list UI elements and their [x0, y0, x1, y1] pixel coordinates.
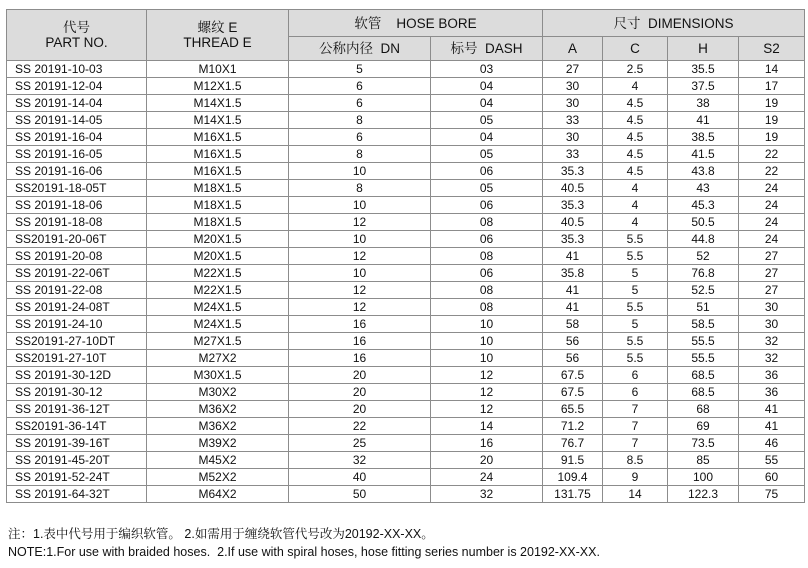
- s2-cell: 46: [739, 435, 805, 452]
- thread-cell: M18X1.5: [147, 214, 289, 231]
- note-english: NOTE:1.For use with braided hoses. 2.If use with spiral hoses, hose fitting series number is 20192-XX-XX.: [8, 545, 600, 559]
- h-cell: 69: [668, 418, 739, 435]
- table-row: [7, 435, 805, 452]
- c-cell: 4.5: [603, 112, 668, 129]
- a-cell: 76.7: [543, 435, 603, 452]
- h-cell: 58.5: [668, 316, 739, 333]
- part-no-cell: SS20191-20-06T: [7, 231, 147, 248]
- table-row: [7, 265, 805, 282]
- thread-cell: M36X2: [147, 401, 289, 418]
- dash-cell: 10: [431, 350, 543, 367]
- c-cell: 5.5: [603, 248, 668, 265]
- dash-cell: 06: [431, 197, 543, 214]
- h-cell: 68.5: [668, 367, 739, 384]
- dn-cell: 20: [289, 367, 431, 384]
- dash-cell: 10: [431, 316, 543, 333]
- dn-cell: 16: [289, 350, 431, 367]
- table-row: [7, 299, 805, 316]
- h-cell: 37.5: [668, 78, 739, 95]
- dn-cell: 25: [289, 435, 431, 452]
- header-part-en: PART NO.: [45, 35, 108, 50]
- thread-cell: M39X2: [147, 435, 289, 452]
- dash-cell: 24: [431, 469, 543, 486]
- table-row: [7, 78, 805, 95]
- dn-cell: 16: [289, 316, 431, 333]
- table-row: [7, 452, 805, 469]
- c-cell: 5.5: [603, 333, 668, 350]
- a-cell: 35.8: [543, 265, 603, 282]
- table-row: [7, 401, 805, 418]
- note-chinese: 注：1.表中代号用于编织软管。 2.如需用于缠绕软管代号改为20192-XX-XX。: [8, 527, 434, 541]
- thread-cell: M45X2: [147, 452, 289, 469]
- s2-cell: 19: [739, 95, 805, 112]
- thread-cell: M10X1: [147, 61, 289, 78]
- c-cell: 5.5: [603, 231, 668, 248]
- s2-cell: 27: [739, 265, 805, 282]
- dash-cell: 05: [431, 112, 543, 129]
- thread-cell: M12X1.5: [147, 78, 289, 95]
- thread-cell: M16X1.5: [147, 146, 289, 163]
- a-cell: 65.5: [543, 401, 603, 418]
- part-no-cell: SS 20191-45-20T: [7, 452, 147, 469]
- dash-cell: 14: [431, 418, 543, 435]
- s2-cell: 36: [739, 384, 805, 401]
- dash-cell: 10: [431, 333, 543, 350]
- dash-cell: 12: [431, 367, 543, 384]
- part-no-cell: SS 20191-18-08: [7, 214, 147, 231]
- header-thread-en: THREAD E: [183, 35, 252, 50]
- a-cell: 67.5: [543, 367, 603, 384]
- part-no-cell: SS 20191-30-12: [7, 384, 147, 401]
- table-row: [7, 146, 805, 163]
- part-no-cell: SS20191-36-14T: [7, 418, 147, 435]
- part-no-cell: SS 20191-18-06: [7, 197, 147, 214]
- a-cell: 67.5: [543, 384, 603, 401]
- c-cell: 5: [603, 316, 668, 333]
- table-row: [7, 384, 805, 401]
- s2-cell: 27: [739, 282, 805, 299]
- s2-cell: 41: [739, 418, 805, 435]
- header-part-cn: 代号: [63, 20, 90, 35]
- header-dn: 公称内径 DN: [289, 37, 431, 61]
- s2-cell: 36: [739, 367, 805, 384]
- a-cell: 33: [543, 146, 603, 163]
- c-cell: 5: [603, 282, 668, 299]
- c-cell: 14: [603, 486, 668, 503]
- thread-cell: M24X1.5: [147, 316, 289, 333]
- header-h: H: [668, 37, 739, 61]
- part-no-cell: SS 20191-39-16T: [7, 435, 147, 452]
- h-cell: 41.5: [668, 146, 739, 163]
- part-no-cell: SS 20191-20-08: [7, 248, 147, 265]
- part-no-cell: SS 20191-16-06: [7, 163, 147, 180]
- h-cell: 43: [668, 180, 739, 197]
- dn-cell: 12: [289, 282, 431, 299]
- c-cell: 4: [603, 197, 668, 214]
- dn-cell: 50: [289, 486, 431, 503]
- table-body: [7, 61, 805, 503]
- dash-cell: 04: [431, 78, 543, 95]
- dn-cell: 40: [289, 469, 431, 486]
- table-row: [7, 316, 805, 333]
- dash-cell: 04: [431, 95, 543, 112]
- table-row: [7, 486, 805, 503]
- thread-cell: M18X1.5: [147, 180, 289, 197]
- thread-cell: M36X2: [147, 418, 289, 435]
- s2-cell: 17: [739, 78, 805, 95]
- a-cell: 40.5: [543, 180, 603, 197]
- dash-cell: 20: [431, 452, 543, 469]
- dash-cell: 06: [431, 265, 543, 282]
- part-no-cell: SS 20191-36-12T: [7, 401, 147, 418]
- a-cell: 33: [543, 112, 603, 129]
- table-row: [7, 350, 805, 367]
- dash-cell: 05: [431, 146, 543, 163]
- h-cell: 41: [668, 112, 739, 129]
- table-row: [7, 418, 805, 435]
- h-cell: 100: [668, 469, 739, 486]
- table-row: [7, 282, 805, 299]
- table-row: [7, 231, 805, 248]
- c-cell: 7: [603, 435, 668, 452]
- dn-cell: 5: [289, 61, 431, 78]
- c-cell: 5: [603, 265, 668, 282]
- part-no-cell: SS 20191-24-08T: [7, 299, 147, 316]
- part-no-cell: SS20191-27-10T: [7, 350, 147, 367]
- s2-cell: 22: [739, 163, 805, 180]
- c-cell: 9: [603, 469, 668, 486]
- part-no-cell: SS20191-18-05T: [7, 180, 147, 197]
- thread-cell: M22X1.5: [147, 265, 289, 282]
- dash-cell: 04: [431, 129, 543, 146]
- c-cell: 4: [603, 78, 668, 95]
- h-cell: 85: [668, 452, 739, 469]
- part-no-cell: SS 20191-16-05: [7, 146, 147, 163]
- table-row: [7, 367, 805, 384]
- dn-cell: 20: [289, 401, 431, 418]
- h-cell: 44.8: [668, 231, 739, 248]
- dash-cell: 06: [431, 163, 543, 180]
- s2-cell: 24: [739, 180, 805, 197]
- h-cell: 55.5: [668, 333, 739, 350]
- dash-cell: 08: [431, 299, 543, 316]
- dash-cell: 03: [431, 61, 543, 78]
- h-cell: 73.5: [668, 435, 739, 452]
- dash-cell: 16: [431, 435, 543, 452]
- c-cell: 4.5: [603, 129, 668, 146]
- dn-cell: 12: [289, 248, 431, 265]
- dash-cell: 08: [431, 248, 543, 265]
- header-hose-bore: 软管 HOSE BORE: [289, 10, 543, 37]
- thread-cell: M20X1.5: [147, 231, 289, 248]
- thread-cell: M30X2: [147, 384, 289, 401]
- h-cell: 76.8: [668, 265, 739, 282]
- c-cell: 5.5: [603, 350, 668, 367]
- dn-cell: 10: [289, 265, 431, 282]
- a-cell: 41: [543, 282, 603, 299]
- dn-cell: 12: [289, 214, 431, 231]
- h-cell: 38.5: [668, 129, 739, 146]
- c-cell: 4.5: [603, 163, 668, 180]
- c-cell: 6: [603, 384, 668, 401]
- part-no-cell: SS 20191-16-04: [7, 129, 147, 146]
- a-cell: 91.5: [543, 452, 603, 469]
- part-no-cell: SS 20191-14-05: [7, 112, 147, 129]
- part-no-cell: SS 20191-22-08: [7, 282, 147, 299]
- a-cell: 40.5: [543, 214, 603, 231]
- h-cell: 45.3: [668, 197, 739, 214]
- thread-cell: M52X2: [147, 469, 289, 486]
- thread-cell: M16X1.5: [147, 129, 289, 146]
- a-cell: 56: [543, 350, 603, 367]
- dn-cell: 20: [289, 384, 431, 401]
- table-row: [7, 163, 805, 180]
- thread-cell: M64X2: [147, 486, 289, 503]
- a-cell: 41: [543, 299, 603, 316]
- s2-cell: 41: [739, 401, 805, 418]
- a-cell: 58: [543, 316, 603, 333]
- a-cell: 30: [543, 95, 603, 112]
- c-cell: 4: [603, 214, 668, 231]
- h-cell: 51: [668, 299, 739, 316]
- h-cell: 43.8: [668, 163, 739, 180]
- dn-cell: 10: [289, 231, 431, 248]
- s2-cell: 22: [739, 146, 805, 163]
- h-cell: 52.5: [668, 282, 739, 299]
- dn-cell: 10: [289, 163, 431, 180]
- part-no-cell: SS 20191-12-04: [7, 78, 147, 95]
- dash-cell: 32: [431, 486, 543, 503]
- dn-cell: 6: [289, 129, 431, 146]
- a-cell: 35.3: [543, 163, 603, 180]
- part-no-cell: SS 20191-24-10: [7, 316, 147, 333]
- header-c: C: [603, 37, 668, 61]
- dash-cell: 06: [431, 231, 543, 248]
- part-no-cell: SS 20191-14-04: [7, 95, 147, 112]
- s2-cell: 55: [739, 452, 805, 469]
- thread-cell: M18X1.5: [147, 197, 289, 214]
- dash-cell: 05: [431, 180, 543, 197]
- part-no-cell: SS 20191-64-32T: [7, 486, 147, 503]
- header-thread: [147, 10, 289, 61]
- dn-cell: 8: [289, 112, 431, 129]
- thread-cell: M27X2: [147, 350, 289, 367]
- dash-cell: 12: [431, 401, 543, 418]
- table-row: [7, 214, 805, 231]
- s2-cell: 27: [739, 248, 805, 265]
- a-cell: 30: [543, 129, 603, 146]
- dn-cell: 12: [289, 299, 431, 316]
- header-s2: S2: [739, 37, 805, 61]
- s2-cell: 19: [739, 129, 805, 146]
- h-cell: 55.5: [668, 350, 739, 367]
- s2-cell: 30: [739, 316, 805, 333]
- h-cell: 35.5: [668, 61, 739, 78]
- s2-cell: 60: [739, 469, 805, 486]
- a-cell: 35.3: [543, 231, 603, 248]
- s2-cell: 24: [739, 214, 805, 231]
- dn-cell: 10: [289, 197, 431, 214]
- dn-cell: 8: [289, 180, 431, 197]
- s2-cell: 14: [739, 61, 805, 78]
- h-cell: 38: [668, 95, 739, 112]
- header-dash: 标号 DASH: [431, 37, 543, 61]
- dn-cell: 6: [289, 78, 431, 95]
- part-no-cell: SS 20191-10-03: [7, 61, 147, 78]
- thread-cell: M20X1.5: [147, 248, 289, 265]
- s2-cell: 30: [739, 299, 805, 316]
- thread-cell: M14X1.5: [147, 95, 289, 112]
- h-cell: 52: [668, 248, 739, 265]
- dn-cell: 8: [289, 146, 431, 163]
- c-cell: 5.5: [603, 299, 668, 316]
- s2-cell: 19: [739, 112, 805, 129]
- a-cell: 27: [543, 61, 603, 78]
- c-cell: 4: [603, 180, 668, 197]
- dn-cell: 6: [289, 95, 431, 112]
- part-no-cell: SS 20191-22-06T: [7, 265, 147, 282]
- dn-cell: 22: [289, 418, 431, 435]
- a-cell: 131.75: [543, 486, 603, 503]
- h-cell: 122.3: [668, 486, 739, 503]
- h-cell: 68.5: [668, 384, 739, 401]
- s2-cell: 75: [739, 486, 805, 503]
- table-row: [7, 129, 805, 146]
- c-cell: 4.5: [603, 95, 668, 112]
- part-no-cell: SS 20191-52-24T: [7, 469, 147, 486]
- a-cell: 56: [543, 333, 603, 350]
- a-cell: 109.4: [543, 469, 603, 486]
- table-row: [7, 248, 805, 265]
- table-row: [7, 197, 805, 214]
- thread-cell: M16X1.5: [147, 163, 289, 180]
- a-cell: 71.2: [543, 418, 603, 435]
- thread-cell: M30X1.5: [147, 367, 289, 384]
- part-no-cell: SS 20191-30-12D: [7, 367, 147, 384]
- dn-cell: 16: [289, 333, 431, 350]
- a-cell: 30: [543, 78, 603, 95]
- table-row: [7, 469, 805, 486]
- table-row: [7, 180, 805, 197]
- c-cell: 8.5: [603, 452, 668, 469]
- thread-cell: M22X1.5: [147, 282, 289, 299]
- c-cell: 6: [603, 367, 668, 384]
- c-cell: 4.5: [603, 146, 668, 163]
- dn-cell: 32: [289, 452, 431, 469]
- part-no-cell: SS20191-27-10DT: [7, 333, 147, 350]
- dash-cell: 12: [431, 384, 543, 401]
- table-row: [7, 95, 805, 112]
- thread-cell: M24X1.5: [147, 299, 289, 316]
- s2-cell: 32: [739, 350, 805, 367]
- dimensions-table: [6, 9, 805, 503]
- c-cell: 7: [603, 401, 668, 418]
- table-row: [7, 333, 805, 350]
- thread-cell: M27X1.5: [147, 333, 289, 350]
- s2-cell: 32: [739, 333, 805, 350]
- s2-cell: 24: [739, 197, 805, 214]
- dash-cell: 08: [431, 214, 543, 231]
- header-thread-cn: 螺纹 E: [197, 20, 238, 35]
- table-row: [7, 61, 805, 78]
- thread-cell: M14X1.5: [147, 112, 289, 129]
- s2-cell: 24: [739, 231, 805, 248]
- header-dimensions: 尺寸 DIMENSIONS: [543, 10, 805, 37]
- a-cell: 35.3: [543, 197, 603, 214]
- c-cell: 7: [603, 418, 668, 435]
- dash-cell: 08: [431, 282, 543, 299]
- header-part-no: [7, 10, 147, 61]
- h-cell: 50.5: [668, 214, 739, 231]
- a-cell: 41: [543, 248, 603, 265]
- table-row: [7, 112, 805, 129]
- header-a: A: [543, 37, 603, 61]
- h-cell: 68: [668, 401, 739, 418]
- c-cell: 2.5: [603, 61, 668, 78]
